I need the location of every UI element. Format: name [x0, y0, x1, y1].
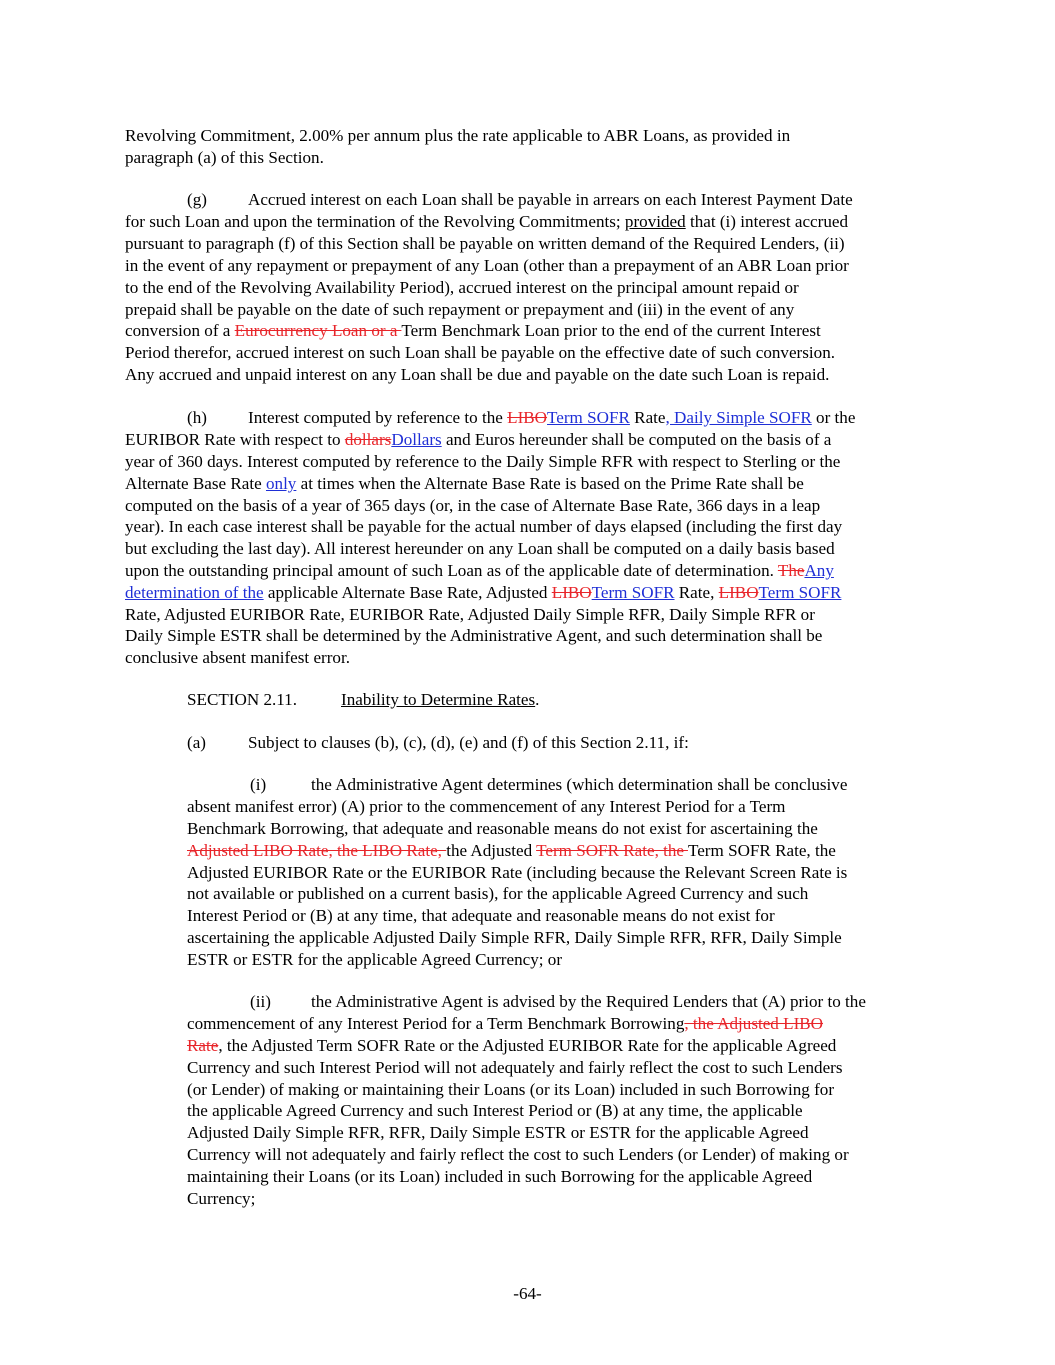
text-line	[125, 255, 849, 277]
underlined-text: provided	[624, 212, 686, 231]
text-run: year of 360 days. Interest computed by reference to the Daily Simple RFR with respect to Sterling or the	[125, 452, 841, 471]
text-run: conversion of a	[125, 321, 235, 340]
text-run: in the event of any repayment or prepayment of any Loan (other than a prepayment of an ABR Loan prior	[125, 256, 849, 275]
text-run: , the Adjusted Term SOFR Rate or the Adjusted EURIBOR Rate for the applicable Agreed	[218, 1036, 837, 1055]
text-run: Revolving Commitment, 2.00% per annum plus the rate applicable to ABR Loans, as provided in	[125, 126, 791, 145]
text-line	[125, 560, 834, 582]
text-line	[125, 429, 831, 451]
text-run: ascertaining the applicable Adjusted Daily Simple RFR, Daily Simple RFR, RFR, Daily Simple	[187, 928, 842, 947]
text-run: (h)	[187, 408, 207, 427]
text-run: commencement of any Interest Period for a Term Benchmark Borrowing	[187, 1014, 685, 1033]
text-run: SECTION 2.11.	[187, 690, 297, 709]
text-run: maintaining their Loans (or its Loan) included in such Borrowing for the applicable Agreed	[187, 1167, 813, 1186]
text-run: that (i) interest accrued	[685, 212, 848, 231]
text-run: pursuant to paragraph (f) of this Section shall be payable on written demand of the Required Lenders, (ii)	[125, 234, 845, 253]
page-number: -64-	[513, 1284, 542, 1303]
text-run: conclusive absent manifest error.	[125, 648, 350, 667]
text-line	[187, 949, 562, 971]
text-line	[187, 905, 775, 927]
text-run: the Administrative Agent is advised by the Required Lenders that (A) prior to the	[311, 992, 866, 1011]
text-run: Period therefor, accrued interest on such Loan shall be payable on the effective date of such conversion.	[125, 343, 836, 362]
text-run: (g)	[187, 190, 207, 209]
text-run: .	[535, 690, 540, 709]
text-run: Currency;	[187, 1189, 256, 1208]
text-run: prepaid shall be payable on the date of such repayment or prepayment and (iii) in the event of any	[125, 300, 795, 319]
text-line	[125, 495, 820, 517]
text-line	[187, 1166, 812, 1188]
text-run: (or Lender) of making or maintaining their Loans (or its Loan) included in such Borrowing for	[187, 1080, 835, 1099]
inserted-text: Dollars	[391, 430, 442, 449]
text-run: Adjusted EURIBOR Rate or the EURIBOR Rate (including because the Relevant Screen Rate is	[187, 863, 848, 882]
text-run: computed on the basis of a year of 365 days (or, in the case of Alternate Base Rate, 366 days in a leap	[125, 496, 821, 515]
text-run: Rate	[629, 408, 666, 427]
text-line	[187, 1100, 803, 1122]
deleted-text: Eurocurrency Loan or a	[234, 321, 402, 340]
deleted-text: Adjusted LIBO Rate, the LIBO Rate,	[187, 841, 447, 860]
deleted-text: LIBO	[718, 583, 759, 602]
deleted-text: LIBO	[507, 408, 548, 427]
deleted-text: , the Adjusted LIBO	[684, 1014, 824, 1033]
text-line	[250, 991, 866, 1013]
text-line	[125, 211, 848, 233]
text-line	[187, 927, 842, 949]
text-run: Daily Simple ESTR shall be determined by the Administrative Agent, and such determination shall be	[125, 626, 823, 645]
text-run: Interest Period or (B) at any time, that adequate and reasonable means do not exist for	[187, 906, 775, 925]
text-run: paragraph (a) of this Section.	[125, 148, 324, 167]
text-line	[250, 774, 847, 796]
text-run: Subject to clauses (b), (c), (d), (e) and (f) of this Section 2.11, if:	[248, 733, 689, 752]
text-line	[125, 320, 821, 342]
text-run: the Adjusted	[446, 841, 537, 860]
text-line	[187, 1079, 834, 1101]
text-run: EURIBOR Rate with respect to	[125, 430, 345, 449]
text-line	[187, 1144, 849, 1166]
text-line	[125, 647, 350, 669]
text-line	[125, 277, 799, 299]
text-line	[125, 299, 794, 321]
text-line	[187, 1035, 836, 1057]
text-line	[187, 1188, 255, 1210]
text-run: absent manifest error) (A) prior to the commencement of any Interest Period for a Term	[187, 797, 786, 816]
text-run: or the	[811, 408, 856, 427]
text-line	[125, 516, 842, 538]
text-line	[187, 732, 689, 754]
text-line	[187, 796, 785, 818]
text-line	[187, 862, 847, 884]
text-run: Any accrued and unpaid interest on any Loan shall be due and payable on the date such Loan is repaid.	[125, 365, 830, 384]
text-line	[125, 451, 840, 473]
text-line	[125, 342, 835, 364]
text-line	[187, 189, 853, 211]
text-run: Adjusted Daily Simple RFR, RFR, Daily Simple ESTR or ESTR for the applicable Agreed	[187, 1123, 809, 1142]
text-run: Benchmark Borrowing, that adequate and reasonable means do not exist for ascertaining the	[187, 819, 818, 838]
underlined-text: Inability to Determine Rates	[341, 690, 536, 709]
text-line	[125, 364, 829, 386]
deleted-text: Rate	[187, 1036, 219, 1055]
deleted-text: The	[777, 561, 805, 580]
text-run: Currency will not adequately and fairly reflect the cost to such Lenders (or Lender) of making or	[187, 1145, 849, 1164]
deleted-text: LIBO	[551, 583, 592, 602]
text-run: (i)	[250, 775, 267, 794]
text-run: not available or published on a current basis), for the applicable Agreed Currency and such	[187, 884, 809, 903]
text-run: Alternate Base Rate	[125, 474, 266, 493]
text-run: Accrued interest on each Loan shall be payable in arrears on each Interest Payment Date	[248, 190, 853, 209]
inserted-text: , Daily Simple SOFR	[665, 408, 812, 427]
text-line	[125, 125, 790, 147]
text-run: year). In each case interest shall be payable for the actual number of days elapsed (including the first day	[125, 517, 843, 536]
text-run: the applicable Agreed Currency and such Interest Period or (B) at any time, the applicable	[187, 1101, 803, 1120]
text-run: Rate,	[674, 583, 719, 602]
text-run: Currency and such Interest Period will not adequately and fairly reflect the cost to such Lenders	[187, 1058, 843, 1077]
deleted-text: dollars	[344, 430, 392, 449]
text-run: Rate, Adjusted EURIBOR Rate, EURIBOR Rate, Adjusted Daily Simple RFR, Daily Simple RFR or	[125, 605, 815, 624]
inserted-text: Term SOFR	[547, 408, 630, 427]
text-line	[187, 1013, 823, 1035]
inserted-text: Any	[804, 561, 834, 580]
text-line	[187, 1122, 809, 1144]
text-run: for such Loan and upon the termination of the Revolving Commitments;	[125, 212, 625, 231]
inserted-text: Term SOFR	[591, 583, 675, 602]
inserted-text: only	[265, 474, 297, 493]
text-line	[187, 689, 539, 711]
text-line	[187, 1057, 843, 1079]
text-run: the Administrative Agent determines (which determination shall be conclusive	[311, 775, 848, 794]
text-line	[125, 604, 815, 626]
text-line	[187, 407, 855, 429]
text-run: Term Benchmark Loan prior to the end of the current Interest	[401, 321, 821, 340]
text-line	[125, 147, 324, 169]
inserted-text: Term SOFR	[758, 583, 842, 602]
text-line	[187, 840, 836, 862]
text-run: Term SOFR Rate, the	[687, 841, 836, 860]
inserted-text: determination of the	[125, 583, 264, 602]
text-run: (ii)	[250, 992, 271, 1011]
text-line	[125, 625, 822, 647]
text-line	[125, 582, 841, 604]
deleted-text: Term SOFR Rate, the	[536, 841, 688, 860]
text-run: ESTR or ESTR for the applicable Agreed Currency; or	[187, 950, 563, 969]
text-run: at times when the Alternate Base Rate is based on the Prime Rate shall be	[296, 474, 804, 493]
text-line	[125, 233, 845, 255]
text-run: (a)	[187, 733, 206, 752]
text-run: but excluding the last day). All interest hereunder on any Loan shall be computed on a daily basis based	[125, 539, 835, 558]
text-line	[125, 538, 835, 560]
text-run: Interest computed by reference to the	[248, 408, 508, 427]
text-run: upon the outstanding principal amount of such Loan as of the applicable date of determination.	[125, 561, 778, 580]
text-run: applicable Alternate Base Rate, Adjusted	[263, 583, 552, 602]
text-run: and Euros hereunder shall be computed on the basis of a	[441, 430, 832, 449]
text-line	[187, 883, 808, 905]
text-line	[125, 473, 804, 495]
text-run: to the end of the Revolving Availability Period), accrued interest on the principal amount repaid or	[125, 278, 799, 297]
text-line	[187, 818, 818, 840]
